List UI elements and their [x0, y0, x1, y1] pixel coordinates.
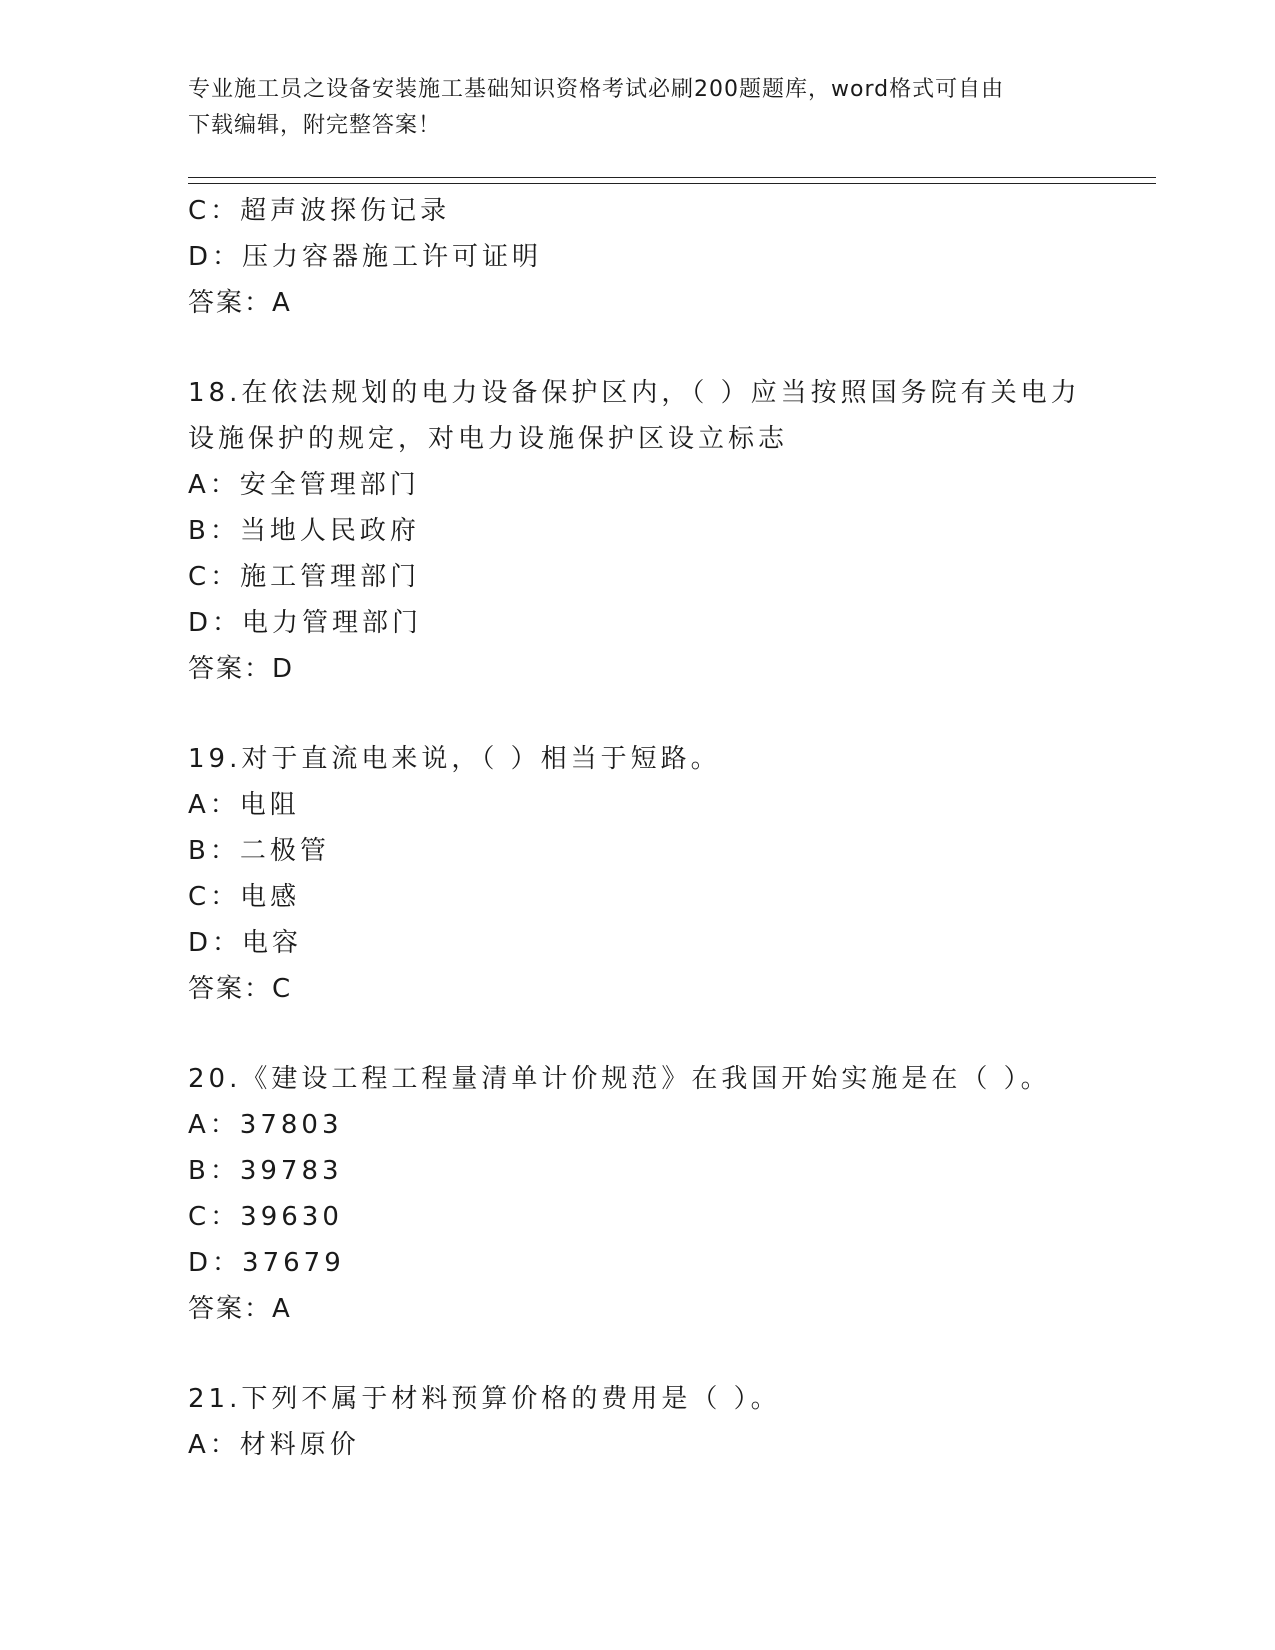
option-d: D：压力容器施工许可证明	[188, 242, 543, 272]
header-line-1: 专业施工员之设备安装施工基础知识资格考试必刷200题题库，word格式可自由	[188, 77, 1005, 102]
prev-question-block	[188, 188, 1088, 326]
answer: 答案：D	[188, 654, 295, 684]
spacer	[188, 1332, 1088, 1376]
spacer	[188, 326, 1088, 370]
spacer	[188, 1012, 1088, 1056]
question-text: 19.对于直流电来说，（ ）相当于短路。	[188, 744, 721, 774]
option-a: A：37803	[188, 1110, 343, 1140]
answer: 答案：C	[188, 974, 293, 1004]
option-d: D：电力管理部门	[188, 608, 423, 638]
option-a: A：材料原价	[188, 1430, 360, 1460]
question-text-line-1: 18.在依法规划的电力设备保护区内，（ ）应当按照国务院有关电力	[188, 378, 1081, 408]
question-19	[188, 736, 1088, 1012]
option-d: D：电容	[188, 928, 303, 958]
question-18	[188, 370, 1088, 692]
document-header	[188, 72, 1088, 144]
option-d: D：37679	[188, 1248, 345, 1278]
header-rule-bottom	[188, 183, 1156, 184]
question-text: 21.下列不属于材料预算价格的费用是（ ）。	[188, 1384, 781, 1414]
question-21	[188, 1376, 1088, 1468]
question-list	[188, 188, 1088, 1468]
option-b: B：39783	[188, 1156, 343, 1186]
option-c: C：电感	[188, 882, 301, 912]
question-20	[188, 1056, 1088, 1332]
question-text-line-2: 设施保护的规定，对电力设施保护区设立标志	[188, 424, 789, 454]
option-a: A：安全管理部门	[188, 470, 420, 500]
option-c: C：施工管理部门	[188, 562, 421, 592]
header-line-2: 下载编辑，附完整答案！	[188, 113, 442, 138]
option-b: B：二极管	[188, 836, 330, 866]
option-a: A：电阻	[188, 790, 300, 820]
answer: 答案：A	[188, 1294, 292, 1324]
answer: 答案：A	[188, 288, 292, 318]
header-rule-top	[188, 177, 1156, 178]
option-c: C：39630	[188, 1202, 343, 1232]
option-b: B：当地人民政府	[188, 516, 420, 546]
question-text: 20.《建设工程工程量清单计价规范》在我国开始实施是在（ ）。	[188, 1064, 1051, 1094]
option-c: C：超声波探伤记录	[188, 196, 451, 226]
spacer	[188, 692, 1088, 736]
